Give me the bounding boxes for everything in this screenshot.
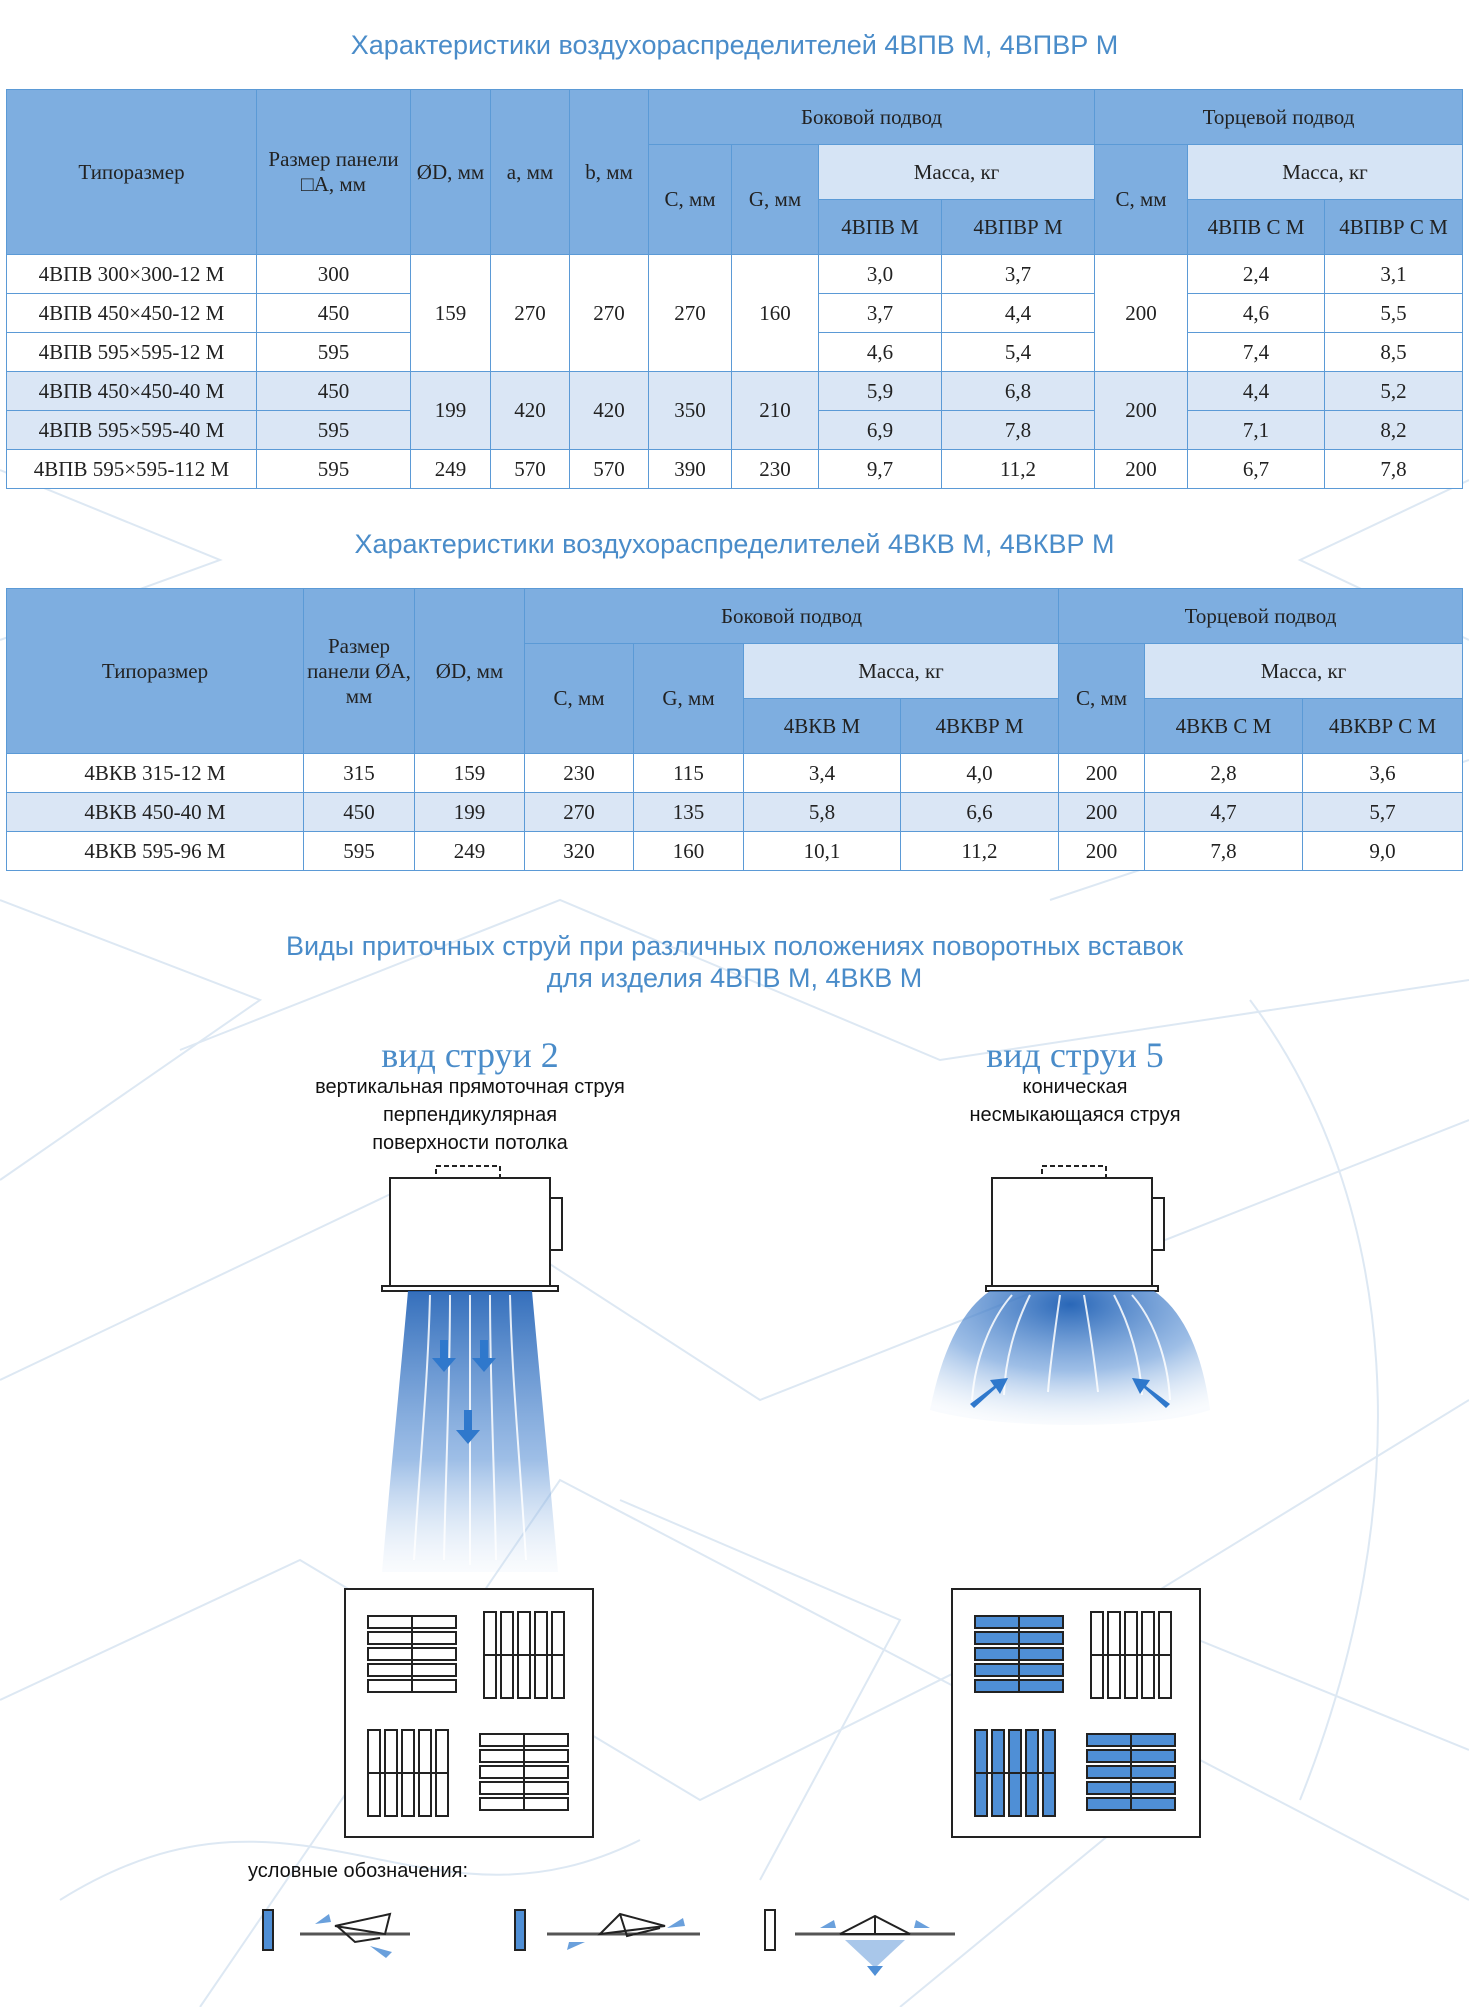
cell-g: 160 xyxy=(634,832,744,871)
cell-mass-4: 5,7 xyxy=(1303,793,1463,832)
cell-c: 270 xyxy=(649,255,732,372)
legend-label: условные обозначения: xyxy=(248,1860,469,1882)
header-model-3: 4ВКВ С М xyxy=(1145,699,1303,754)
table2-title: Характеристики воздухораспределителей 4ВКВ М, 4ВКВР М xyxy=(354,529,1115,559)
header-model-2: 4ВПВР М xyxy=(942,200,1095,255)
header-d: ØD, мм xyxy=(415,589,525,754)
cell-a: 420 xyxy=(491,372,570,450)
header-model-3: 4ВПВ С М xyxy=(1188,200,1325,255)
cell-mass-3: 2,4 xyxy=(1188,255,1325,294)
cell-mass-4: 8,5 xyxy=(1325,333,1463,372)
cell-d: 199 xyxy=(415,793,525,832)
header-c-end: С, мм xyxy=(1059,644,1145,754)
table2 xyxy=(6,588,1463,871)
cell-mass-2: 6,6 xyxy=(901,793,1059,832)
header-side-supply: Боковой подвод xyxy=(649,90,1095,145)
cell-g: 230 xyxy=(732,450,819,489)
cell-mass-1: 9,7 xyxy=(819,450,942,489)
header-d: ØD, мм xyxy=(411,90,491,255)
cell-a: 270 xyxy=(491,255,570,372)
cell-c-end: 200 xyxy=(1059,832,1145,871)
header-end-supply: Торцевой подвод xyxy=(1095,90,1463,145)
cell-mass-2: 4,4 xyxy=(942,294,1095,333)
cell-panel: 315 xyxy=(304,754,415,793)
jet5-desc-line-1: коническая xyxy=(1022,1076,1128,1098)
cell-g: 210 xyxy=(732,372,819,450)
cell-c: 350 xyxy=(649,372,732,450)
cell-mass-2: 3,7 xyxy=(942,255,1095,294)
cell-c: 270 xyxy=(525,793,634,832)
cell-d: 199 xyxy=(411,372,491,450)
cell-name: 4ВКВ 315-12 М xyxy=(7,754,304,793)
cell-mass-3: 7,8 xyxy=(1145,832,1303,871)
cell-name: 4ВПВ 595×595-40 М xyxy=(7,411,257,450)
header-end-supply: Торцевой подвод xyxy=(1059,589,1463,644)
header-panel: Размер панели ØА, мм xyxy=(304,589,415,754)
cell-d: 249 xyxy=(415,832,525,871)
cell-c-end: 200 xyxy=(1095,255,1188,372)
cell-g: 115 xyxy=(634,754,744,793)
table-row xyxy=(7,372,1463,411)
cell-name: 4ВПВ 450×450-12 М xyxy=(7,294,257,333)
cell-panel: 450 xyxy=(257,372,411,411)
jet2-desc-line-2: перпендикулярная xyxy=(382,1104,558,1126)
cell-panel: 595 xyxy=(304,832,415,871)
cell-mass-4: 5,5 xyxy=(1325,294,1463,333)
cell-mass-3: 7,4 xyxy=(1188,333,1325,372)
cell-mass-2: 11,2 xyxy=(901,832,1059,871)
table-row xyxy=(7,754,1463,793)
header-mass-side: Масса, кг xyxy=(819,145,1095,200)
header-size: Типоразмер xyxy=(7,90,257,255)
header-mass-end: Масса, кг xyxy=(1188,145,1463,200)
header-c: С, мм xyxy=(649,145,732,255)
table1-title: Характеристики воздухораспределителей 4ВПВ М, 4ВПВР М xyxy=(350,30,1119,60)
header-b: b, мм xyxy=(570,90,649,255)
cell-name: 4ВПВ 300×300-12 М xyxy=(7,255,257,294)
cell-c: 230 xyxy=(525,754,634,793)
cell-panel: 300 xyxy=(257,255,411,294)
jet5-grille-panel xyxy=(951,1588,1201,1838)
cell-panel: 595 xyxy=(257,411,411,450)
cell-mass-1: 10,1 xyxy=(744,832,901,871)
cell-mass-3: 6,7 xyxy=(1188,450,1325,489)
jets-title-line-2: для изделия 4ВПВ М, 4ВКВ М xyxy=(546,963,923,993)
header-side-supply: Боковой подвод xyxy=(525,589,1059,644)
header-model-1: 4ВКВ М xyxy=(744,699,901,754)
cell-mass-2: 4,0 xyxy=(901,754,1059,793)
header-model-4: 4ВКВР С М xyxy=(1303,699,1463,754)
header-a: а, мм xyxy=(491,90,570,255)
jet5-title: вид струи 5 xyxy=(986,1035,1164,1075)
cell-mass-1: 5,9 xyxy=(819,372,942,411)
cell-b: 420 xyxy=(570,372,649,450)
cell-c-end: 200 xyxy=(1095,450,1188,489)
cell-c-end: 200 xyxy=(1059,793,1145,832)
cell-name: 4ВПВ 595×595-12 М xyxy=(7,333,257,372)
jet5-diffuser-diagram xyxy=(920,1160,1220,1450)
cell-b: 570 xyxy=(570,450,649,489)
cell-a: 570 xyxy=(491,450,570,489)
cell-g: 135 xyxy=(634,793,744,832)
table-row xyxy=(7,255,1463,294)
cell-g: 160 xyxy=(732,255,819,372)
cell-mass-4: 3,6 xyxy=(1303,754,1463,793)
header-c: С, мм xyxy=(525,644,634,754)
cell-mass-1: 4,6 xyxy=(819,333,942,372)
cell-name: 4ВПВ 595×595-112 М xyxy=(7,450,257,489)
header-g: G, мм xyxy=(634,644,744,754)
cell-mass-2: 11,2 xyxy=(942,450,1095,489)
cell-c: 320 xyxy=(525,832,634,871)
cell-mass-3: 4,7 xyxy=(1145,793,1303,832)
cell-d: 249 xyxy=(411,450,491,489)
cell-b: 270 xyxy=(570,255,649,372)
cell-mass-4: 8,2 xyxy=(1325,411,1463,450)
header-model-1: 4ВПВ М xyxy=(819,200,942,255)
table-row xyxy=(7,450,1463,489)
cell-mass-1: 5,8 xyxy=(744,793,901,832)
header-model-2: 4ВКВР М xyxy=(901,699,1059,754)
table-row xyxy=(7,793,1463,832)
cell-panel: 450 xyxy=(257,294,411,333)
cell-mass-2: 6,8 xyxy=(942,372,1095,411)
cell-name: 4ВКВ 595-96 М xyxy=(7,832,304,871)
cell-name: 4ВКВ 450-40 М xyxy=(7,793,304,832)
header-mass-end: Масса, кг xyxy=(1145,644,1463,699)
jet2-grille-panel xyxy=(344,1588,594,1838)
cell-panel: 595 xyxy=(257,333,411,372)
header-c-end: С, мм xyxy=(1095,145,1188,255)
cell-panel: 595 xyxy=(257,450,411,489)
header-panel: Размер панели □А, мм xyxy=(257,90,411,255)
cell-c: 390 xyxy=(649,450,732,489)
cell-mass-1: 3,0 xyxy=(819,255,942,294)
cell-mass-3: 4,4 xyxy=(1188,372,1325,411)
jets-title-line-1: Виды приточных струй при различных положениях поворотных вставок xyxy=(285,931,1184,961)
cell-d: 159 xyxy=(411,255,491,372)
header-mass-side: Масса, кг xyxy=(744,644,1059,699)
header-g: G, мм xyxy=(732,145,819,255)
jet2-title: вид струи 2 xyxy=(381,1035,559,1075)
cell-mass-4: 5,2 xyxy=(1325,372,1463,411)
table1 xyxy=(6,89,1463,489)
cell-mass-3: 2,8 xyxy=(1145,754,1303,793)
cell-mass-3: 4,6 xyxy=(1188,294,1325,333)
cell-d: 159 xyxy=(415,754,525,793)
cell-mass-1: 3,4 xyxy=(744,754,901,793)
cell-mass-2: 7,8 xyxy=(942,411,1095,450)
cell-mass-2: 5,4 xyxy=(942,333,1095,372)
cell-mass-1: 6,9 xyxy=(819,411,942,450)
jet2-diffuser-diagram xyxy=(370,1160,590,1580)
table-row xyxy=(7,832,1463,871)
cell-c-end: 200 xyxy=(1095,372,1188,450)
jet2-desc-line-1: вертикальная прямоточная струя xyxy=(315,1076,625,1098)
cell-mass-1: 3,7 xyxy=(819,294,942,333)
legend-symbols xyxy=(255,1898,975,1978)
jet2-desc-line-3: поверхности потолка xyxy=(372,1132,568,1154)
cell-c-end: 200 xyxy=(1059,754,1145,793)
header-size: Типоразмер xyxy=(7,589,304,754)
cell-name: 4ВПВ 450×450-40 М xyxy=(7,372,257,411)
cell-panel: 450 xyxy=(304,793,415,832)
header-model-4: 4ВПВР С М xyxy=(1325,200,1463,255)
cell-mass-3: 7,1 xyxy=(1188,411,1325,450)
jet5-desc-line-2: несмыкающаяся струя xyxy=(969,1104,1181,1126)
cell-mass-4: 9,0 xyxy=(1303,832,1463,871)
cell-mass-4: 7,8 xyxy=(1325,450,1463,489)
cell-mass-4: 3,1 xyxy=(1325,255,1463,294)
